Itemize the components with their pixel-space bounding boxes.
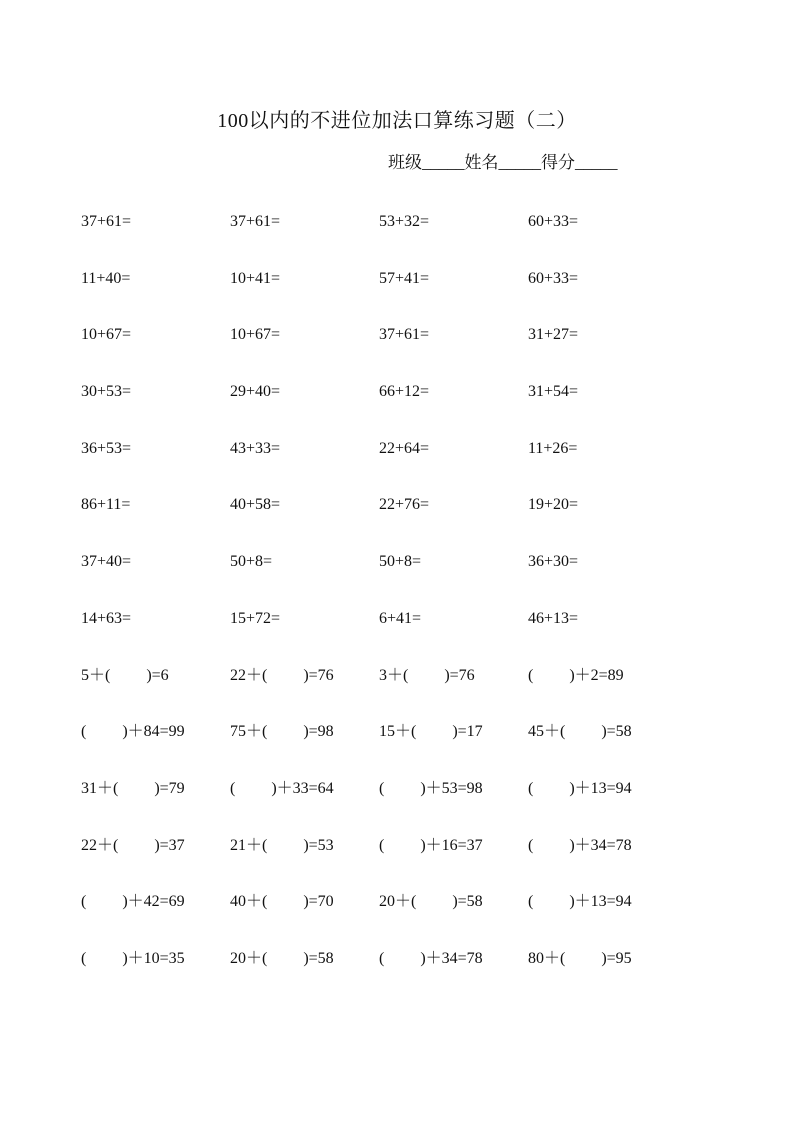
problem-item: 60+33=: [528, 213, 579, 230]
problem-item: 40+58=: [230, 496, 281, 514]
problem-item: 86+11=: [81, 496, 131, 514]
problem-row: [81, 609, 681, 666]
problem-row: [81, 552, 681, 609]
problem-item: 11+26=: [528, 439, 578, 457]
problem-item: 20＋( )=58: [379, 893, 483, 911]
problem-item: 50+8=: [230, 553, 273, 571]
problem-item: 29+40=: [230, 383, 281, 401]
problem-item: ( )＋13=94: [528, 779, 632, 797]
problem-item: 66+12=: [379, 383, 430, 401]
problem-item: 10+67=: [81, 326, 132, 344]
problem-item: 37+40=: [81, 553, 132, 571]
problem-item: 60+33=: [528, 269, 579, 287]
problem-item: 36+53=: [81, 439, 132, 457]
problem-item: ( )＋16=37: [379, 836, 483, 854]
problem-item: 22+64=: [379, 439, 430, 457]
problem-item: 19+20=: [528, 496, 579, 514]
problem-item: 10+67=: [230, 326, 281, 344]
problem-item: 14+63=: [81, 609, 132, 627]
problem-item: 31＋( )=79: [81, 779, 185, 797]
problem-item: 15+72=: [230, 609, 281, 627]
problem-item: 50+8=: [379, 553, 422, 571]
problem-item: ( )＋34=78: [379, 949, 483, 967]
problem-item: 22＋( )=76: [230, 666, 334, 684]
problem-item: 37+61=: [81, 213, 132, 230]
problem-item: 3＋( )=76: [379, 666, 475, 684]
problem-item: 10+41=: [230, 269, 281, 287]
student-info-line: 班级_____姓名_____得分_____: [388, 153, 618, 172]
problem-item: 11+40=: [81, 269, 131, 287]
problem-row: [81, 382, 681, 439]
problem-row: [81, 779, 681, 836]
problem-row: [81, 439, 681, 496]
problem-item: ( )＋34=78: [528, 836, 632, 854]
problem-item: 31+54=: [528, 383, 579, 401]
worksheet-title: 100以内的不进位加法口算练习题（二）: [217, 110, 577, 132]
problem-item: 43+33=: [230, 439, 281, 457]
problem-item: 5＋( )=6: [81, 666, 169, 684]
problem-item: 6+41=: [379, 609, 422, 627]
problem-row: [81, 949, 681, 1006]
problem-item: 37+61=: [379, 326, 430, 344]
problem-row: [81, 722, 681, 779]
problem-item: ( )＋33=64: [230, 779, 334, 797]
problem-item: ( )＋84=99: [81, 723, 185, 741]
problem-item: 40＋( )=70: [230, 893, 334, 911]
problem-row: [81, 836, 681, 893]
problem-item: 57+41=: [379, 269, 430, 287]
problem-item: ( )＋2=89: [528, 666, 624, 684]
problem-item: 36+30=: [528, 553, 579, 571]
problem-row: [81, 666, 681, 723]
problem-item: 22+76=: [379, 496, 430, 514]
problem-item: 80＋( )=95: [528, 949, 632, 967]
problem-item: 53+32=: [379, 213, 430, 230]
problem-item: 31+27=: [528, 326, 579, 344]
problem-item: 21＋( )=53: [230, 836, 334, 854]
problem-row: [81, 269, 681, 326]
problem-row: [81, 892, 681, 949]
problem-item: 46+13=: [528, 609, 579, 627]
problem-grid: [81, 212, 681, 1006]
problem-row: [81, 495, 681, 552]
problem-row: [81, 212, 681, 269]
problem-item: ( )＋13=94: [528, 893, 632, 911]
problem-item: ( )＋10=35: [81, 949, 185, 967]
problem-item: 30+53=: [81, 383, 132, 401]
problem-item: ( )＋53=98: [379, 779, 483, 797]
problem-item: 20＋( )=58: [230, 949, 334, 967]
problem-item: ( )＋42=69: [81, 893, 185, 911]
problem-item: 75＋( )=98: [230, 723, 334, 741]
problem-item: 45＋( )=58: [528, 723, 632, 741]
problem-item: 22＋( )=37: [81, 836, 185, 854]
problem-item: 15＋( )=17: [379, 723, 483, 741]
problem-row: [81, 325, 681, 382]
problem-item: 37+61=: [230, 213, 281, 230]
